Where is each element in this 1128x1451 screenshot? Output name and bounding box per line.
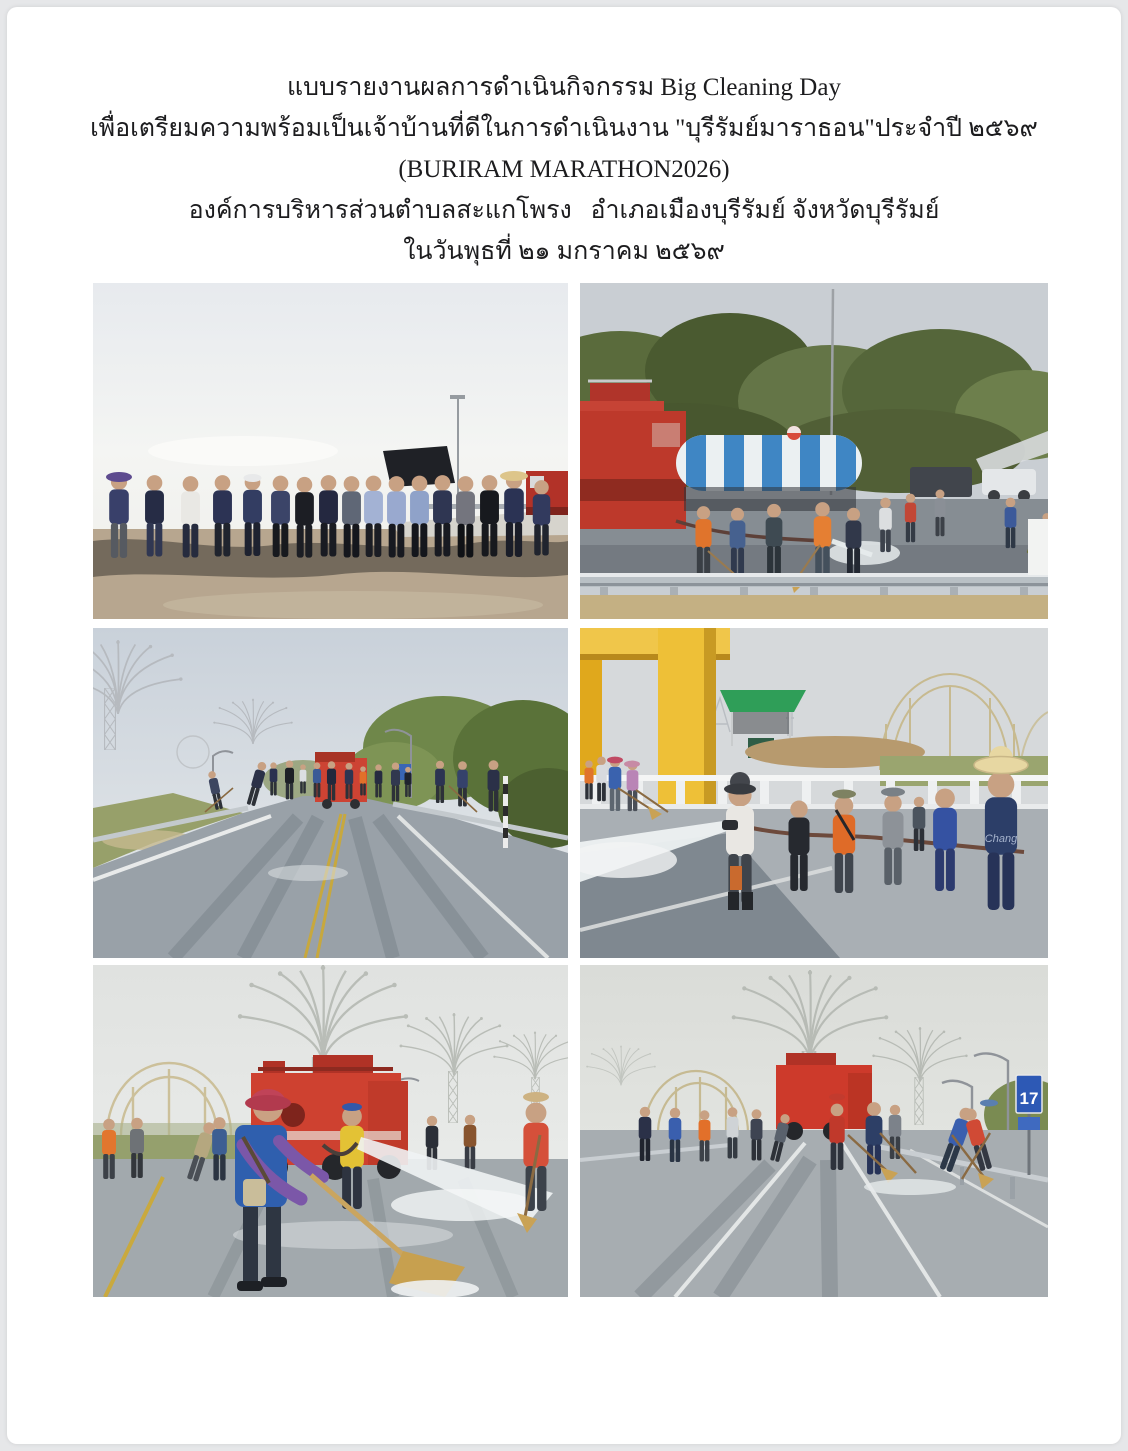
photo-truck-tent	[580, 283, 1048, 619]
straw-hat	[500, 471, 528, 481]
fire-truck	[315, 752, 367, 809]
hose-nozzle	[722, 820, 738, 830]
header-line-1: แบบรายงานผลการดำเนินกิจกรรม Big Cleaning Day	[287, 74, 841, 101]
photo-group	[93, 283, 568, 619]
shirt-logo-text: Chang	[984, 833, 1018, 845]
header-line-3: (BURIRAM MARATHON2026)	[398, 156, 730, 183]
striped-canopy-tent	[676, 426, 862, 511]
red-bucket-hat	[245, 1095, 291, 1111]
photo-foreground-sweeper	[93, 965, 568, 1297]
foam	[864, 1179, 956, 1195]
white-cap	[244, 474, 262, 482]
report-header	[7, 67, 1121, 272]
photo-3-illustration	[93, 628, 568, 958]
header-line-5: ในวันพุธที่ ๒๑ มกราคม ๒๕๖๙	[403, 238, 725, 265]
header-line-4: องค์การบริหารส่วนตำบลสะแกโพรง อำเภอเมืองบุรีรัมย์ จังหวัดบุรีรัมย์	[188, 197, 940, 224]
photo-6-illustration	[580, 965, 1048, 1297]
photo-road-sweeping	[93, 628, 568, 958]
sling-bag	[243, 1179, 266, 1206]
dry-grass	[580, 595, 1048, 619]
header-line-2: เพื่อเตรียมความพร้อมเป็นเจ้าบ้านที่ดีในการดำเนินงาน "บุรีรัมย์มาราธอน"ประจำปี ๒๕๖๙	[90, 115, 1038, 142]
photo-4-illustration	[580, 628, 1048, 958]
white-fence	[1028, 519, 1048, 575]
striped-post	[503, 776, 508, 848]
photo-2-illustration	[580, 283, 1048, 619]
bucket-hat	[724, 784, 756, 795]
water-mist	[391, 1189, 535, 1221]
photo-5-illustration	[93, 965, 568, 1297]
document-page	[7, 7, 1121, 1444]
photo-1-illustration	[93, 283, 568, 619]
photo-km17-sweeping	[580, 965, 1048, 1297]
photo-hose-line	[580, 628, 1048, 958]
km-sign-text: 17	[1019, 1089, 1039, 1108]
purple-hat	[106, 472, 132, 482]
fire-truck	[776, 1053, 872, 1140]
treeline	[93, 1123, 253, 1137]
straw-hat	[974, 757, 1028, 774]
